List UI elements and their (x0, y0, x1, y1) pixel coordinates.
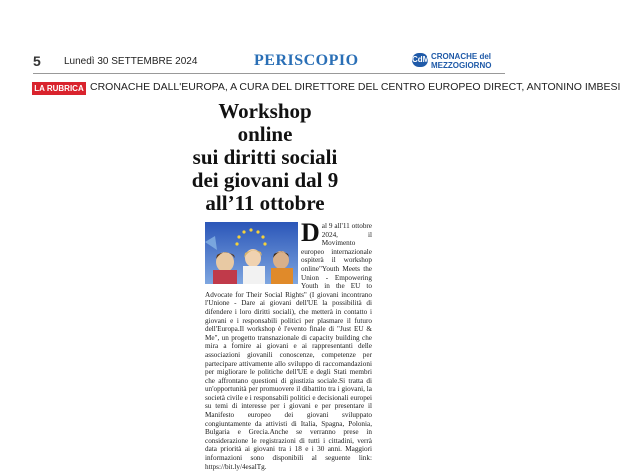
article-body (205, 218, 372, 471)
headline-line: all’11 ottobre (205, 191, 325, 215)
rubrica-badge: LA RUBRICA (32, 82, 86, 95)
headline-line: dei giovani dal 9 (191, 168, 339, 192)
page-number: 5 (33, 53, 41, 69)
headline-line: sui diritti sociali (192, 145, 338, 169)
issue-date: Lunedì 30 SETTEMBRE 2024 (64, 56, 198, 67)
article-text: al 9 all'11 ottobre 2024, il Movimento europeo internazionale ospiterà il workshop online"Youth Meets the Union - Empowering Youth in the EU to Advocate for Their Social Rights" (I giovani incontrano l'Unione - Dare ai giovani dell'UE la possibilità di difendere i loro diritti sociali), che metterà in contatto i giovani e i responsabili politici per plasmare il futuro dell'Europa.Il workshop è l'evento finale di "Just EU & Me", un progetto transnazionale di capacity building che mira a fornire ai giovani e ai rappresentanti delle associazioni giovanili conoscenze, competenze per partecipare attivamente allo sviluppo di raccomandazioni per migliorare le politiche dell'UE e degli Stati membri che affrontano questioni di giustizia sociale.Si tratta di un'opportunità per promuovere il dibattito tra i giovani, la società civile e i responsabili politici e decisionali europei su temi di interesse per i giovani e per presentare il Manifesto europeo dei giovani sviluppato congiuntamente da attivisti di Italia, Spagna, Polonia, Bulgaria e Grecia.Anche se verranno prese in considerazione le registrazioni di tutti i cittadini, verrà data priorità ai giovani tra i 18 e i 30 anni. Maggiori informazioni sono disponibili al seguente link: https://bit.ly/4esalTg. (205, 222, 372, 471)
logo-text-top: CRONACHE del (431, 52, 492, 61)
page-header (0, 50, 514, 72)
section-title: PERISCOPIO (254, 52, 359, 69)
headline-line: Workshop online (218, 99, 312, 146)
header-divider (33, 73, 505, 74)
rubrica-heading: CRONACHE DALL'EUROPA, A CURA DEL DIRETTORE DEL CENTRO EUROPEO DIRECT, ANTONINO IMBESI (90, 81, 620, 93)
article-headline (190, 100, 340, 215)
photo-spacer (205, 222, 301, 288)
logo-text-bottom: MEZZOGIORNO (431, 61, 492, 70)
drop-cap: D (301, 218, 320, 247)
logo-mark-icon: CdM (412, 53, 428, 67)
newspaper-logo (412, 51, 504, 71)
